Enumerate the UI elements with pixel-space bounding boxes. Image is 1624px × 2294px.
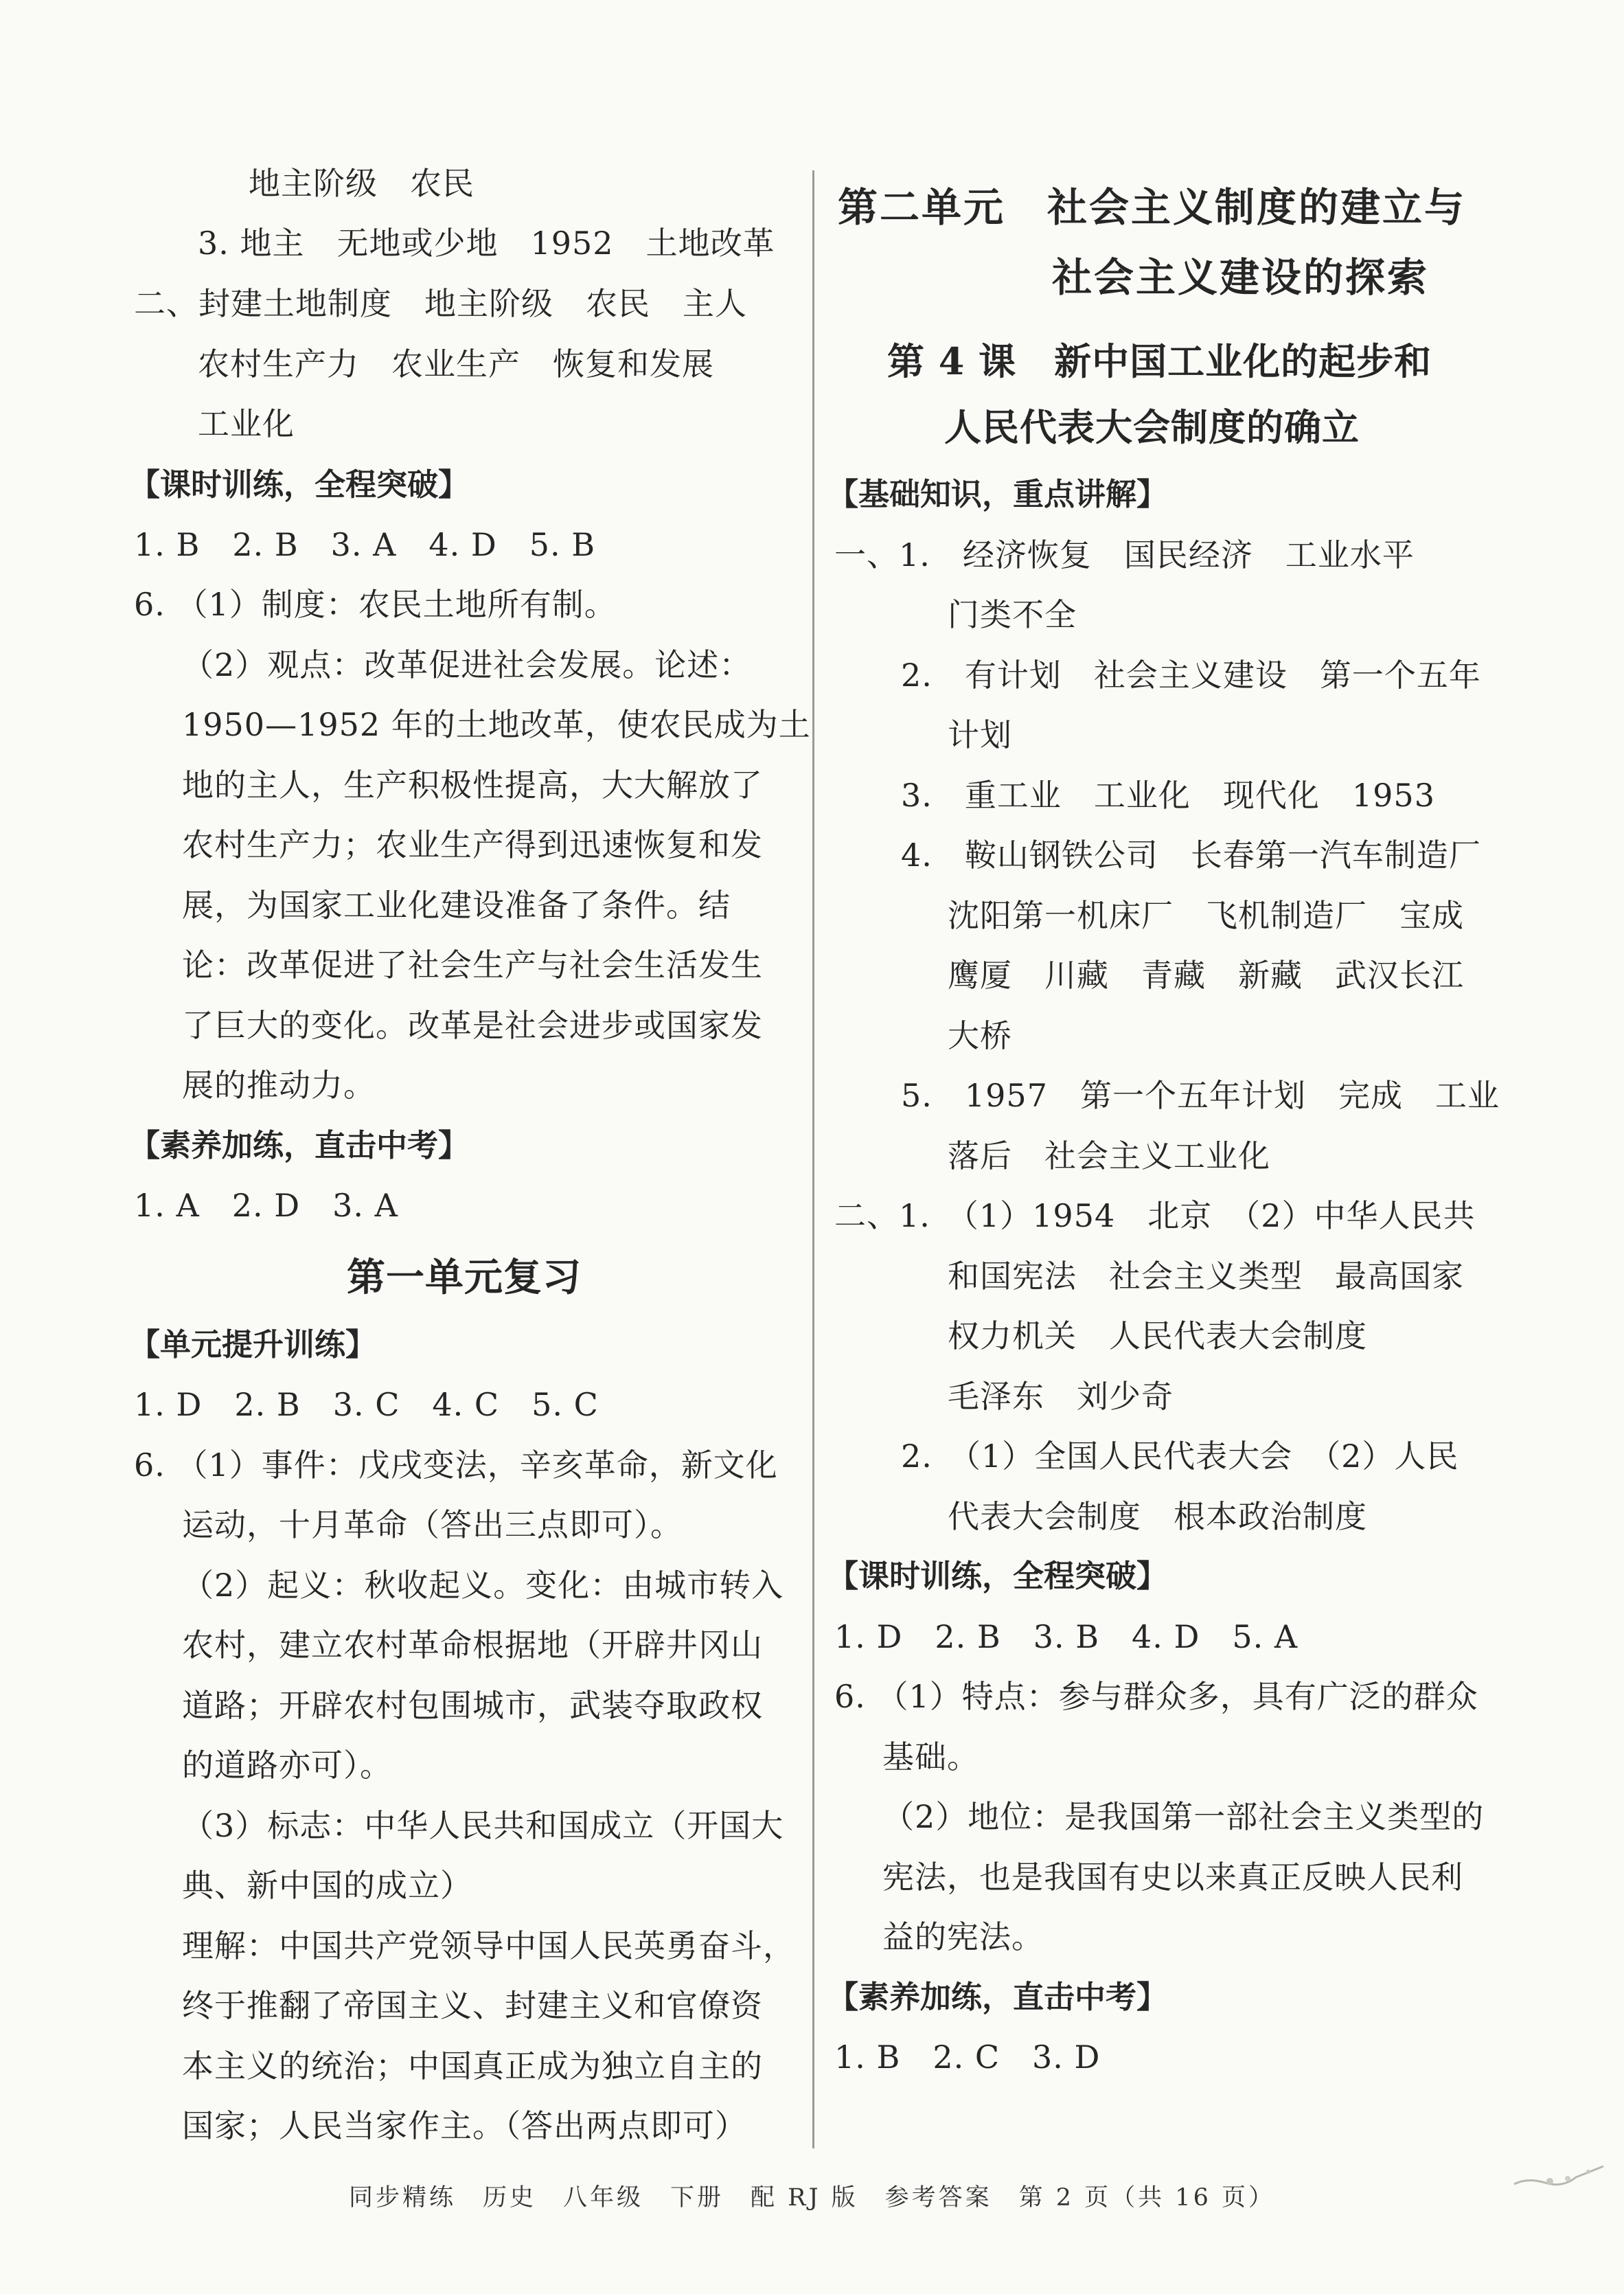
answer-line: 1. B 2. B 3. A 4. D 5. B (134, 526, 596, 563)
answer-line: 1950—1952 年的土地改革，使农民成为土 (182, 706, 811, 743)
answer-line: 论：改革促进了社会生产与社会生活发生 (182, 946, 763, 984)
answer-line: （3）标志：中华人民共和国成立（开国大 (182, 1807, 784, 1844)
answer-line: （2）起义：秋收起义。变化：由城市转入 (182, 1567, 784, 1604)
answer-line: 展的推动力。 (182, 1067, 376, 1104)
answer-line: 典、新中国的成立） (182, 1867, 472, 1904)
answer-line: 和国宪法 社会主义类型 最高国家 (948, 1258, 1464, 1295)
answer-line: 工业化 (198, 405, 295, 442)
answer-line: 6. （1）特点：参与群众多，具有广泛的群众 (834, 1678, 1478, 1715)
unit-title: 第二单元 社会主义制度的建立与 (838, 184, 1467, 231)
answer-line: 2. 有计划 社会主义建设 第一个五年 (901, 657, 1481, 694)
answer-line: 益的宪法。 (882, 1918, 1044, 1955)
answer-line: 终于推翻了帝国主义、封建主义和官僚资 (182, 1987, 763, 2024)
answer-line: 道路；开辟农村包围城市，武装夺取政权 (182, 1687, 763, 1724)
section-heading-training: 【课时训练，全程突破】 (827, 1558, 1168, 1594)
lesson-title: 第 4 课 新中国工业化的起步和 (887, 339, 1432, 383)
answer-line: 1. A 2. D 3. A (134, 1187, 398, 1224)
answer-line: 3. 重工业 工业化 现代化 1953 (901, 777, 1435, 814)
page-footer: 同步精练 历史 八年级 下册 配 RJ 版 参考答案 第 2 页（共 16 页） (349, 2184, 1275, 2212)
answer-line: 基础。 (882, 1738, 979, 1775)
answer-line: 理解：中国共产党领导中国人民英勇奋斗， (182, 1927, 795, 1964)
ink-smudge-icon (1507, 2157, 1610, 2198)
answer-line: 本主义的统治；中国真正成为独立自主的 (182, 2047, 763, 2085)
answer-line: 2. （1）全国人民代表大会 （2）人民 (901, 1438, 1459, 1475)
answer-line: 1. D 2. B 3. C 4. C 5. C (134, 1386, 599, 1423)
answer-line: 1. D 2. B 3. B 4. D 5. A (834, 1618, 1299, 1655)
answer-line: 毛泽东 刘少奇 (948, 1378, 1174, 1415)
section-heading-unit-training: 【单元提升训练】 (129, 1326, 377, 1363)
answer-line: 地的主人，生产积极性提高，大大解放了 (182, 766, 763, 804)
answer-line: 鹰厦 川藏 青藏 新藏 武汉长江 (948, 957, 1464, 994)
answer-line: 农村生产力 农业生产 恢复和发展 (198, 345, 714, 383)
answer-line: 沈阳第一机床厂 飞机制造厂 宝成 (948, 897, 1464, 934)
section-heading-exam: 【素养加练，直击中考】 (827, 1979, 1168, 2015)
answer-line: 宪法，也是我国有史以来真正反映人民利 (882, 1859, 1463, 1896)
answer-line: 二、封建土地制度 地主阶级 农民 主人 (134, 285, 747, 322)
answer-line: 二、1. （1）1954 北京 （2）中华人民共 (834, 1197, 1476, 1234)
answer-line: 农村生产力；农业生产得到迅速恢复和发 (182, 826, 763, 863)
answer-line: （2）地位：是我国第一部社会主义类型的 (882, 1798, 1485, 1835)
answer-line: 计划 (948, 716, 1012, 753)
section-heading-training: 【课时训练，全程突破】 (129, 466, 470, 503)
answer-line: 运动，十月革命（答出三点即可）。 (182, 1506, 683, 1543)
review-title: 第一单元复习 (347, 1255, 582, 1300)
answer-line: 代表大会制度 根本政治制度 (948, 1498, 1367, 1535)
answer-line: 的道路亦可）。 (182, 1747, 392, 1784)
answer-line: 4. 鞍山钢铁公司 长春第一汽车制造厂 (901, 837, 1481, 874)
answer-line: 1. B 2. C 3. D (834, 2039, 1101, 2076)
answer-line: 国家；人民当家作主。（答出两点即可） (182, 2107, 747, 2144)
answer-line: 6. （1）制度：农民土地所有制。 (134, 586, 617, 623)
answer-line: 大桥 (948, 1017, 1012, 1054)
answer-line: 门类不全 (948, 596, 1077, 633)
answer-line: 地主阶级 农民 (249, 165, 474, 202)
answer-line: 6. （1）事件：戊戌变法，辛亥革命，新文化 (134, 1446, 778, 1484)
answer-line: 农村，建立农村革命根据地（开辟井冈山 (182, 1626, 763, 1663)
answer-line: （2）观点：改革促进社会发展。论述： (182, 646, 752, 683)
answer-line: 5. 1957 第一个五年计划 完成 工业 (901, 1077, 1500, 1114)
answer-line: 权力机关 人民代表大会制度 (948, 1317, 1367, 1354)
section-heading-exam: 【素养加练，直击中考】 (129, 1127, 470, 1163)
section-heading-basic: 【基础知识，重点讲解】 (827, 476, 1168, 512)
column-divider (812, 170, 814, 2148)
answer-line: 一、1. 经济恢复 国民经济 工业水平 (834, 536, 1415, 574)
unit-title-continued: 社会主义建设的探索 (1052, 254, 1430, 301)
answer-line: 展，为国家工业化建设准备了条件。结 (182, 887, 731, 924)
answer-line: 3. 地主 无地或少地 1952 土地改革 (198, 225, 775, 262)
lesson-title-continued: 人民代表大会制度的确立 (944, 405, 1360, 449)
answer-line: 落后 社会主义工业化 (948, 1137, 1270, 1174)
answer-line: 了巨大的变化。改革是社会进步或国家发 (182, 1007, 763, 1044)
